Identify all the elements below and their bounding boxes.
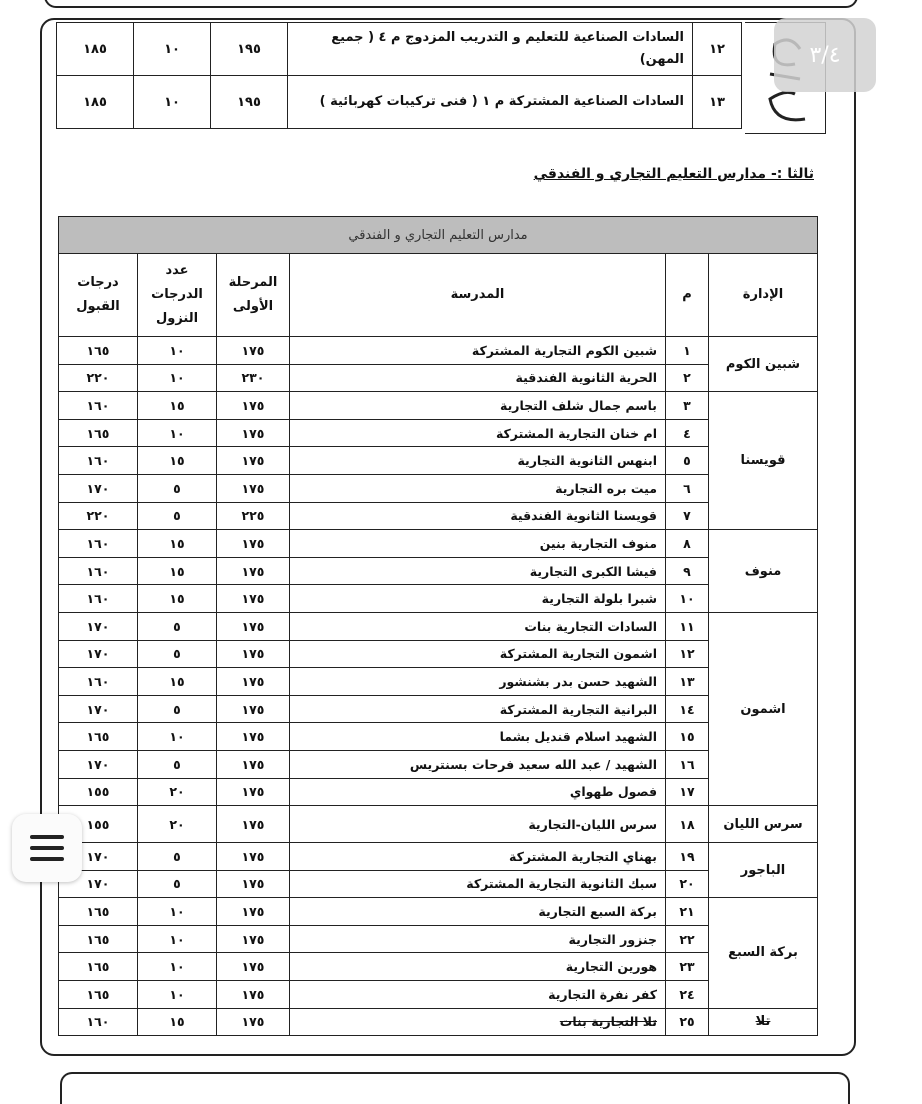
drop-degrees: ١٠ — [138, 337, 217, 365]
page-indicator: ٣/٤ — [774, 18, 876, 92]
drop-degrees: ٥ — [138, 870, 217, 898]
first-stage-score: ١٧٥ — [217, 585, 290, 613]
row-index: ١٤ — [666, 695, 709, 723]
school-name: شبرا بلولة التجارية — [290, 585, 666, 613]
row-index: ١١ — [666, 612, 709, 640]
menu-button[interactable] — [12, 814, 82, 882]
admission-score: ١٦٥ — [59, 723, 138, 751]
school-name: باسم جمال شلف التجارية — [290, 392, 666, 420]
first-stage-score: ١٧٥ — [217, 612, 290, 640]
first-stage-score: ١٧٥ — [217, 640, 290, 668]
school-name: كفر نفرة التجارية — [290, 981, 666, 1009]
table-row — [59, 585, 818, 613]
admission-score: ١٥٥ — [59, 806, 138, 843]
school-name: فيشا الكبرى التجارية — [290, 557, 666, 585]
admission-score: ١٦٠ — [59, 668, 138, 696]
admission-score: ١٧٠ — [59, 870, 138, 898]
table-row — [59, 557, 818, 585]
table-row — [59, 502, 818, 530]
school-name: ميت بره التجارية — [290, 474, 666, 502]
school-name: منوف التجارية بنين — [290, 530, 666, 558]
header-admission: درجات القبول — [59, 254, 138, 337]
admission-score: ١٨٥ — [57, 76, 134, 129]
first-stage-score: ١٧٥ — [217, 419, 290, 447]
row-index: ٢١ — [666, 898, 709, 926]
drop-degrees: ٥ — [138, 474, 217, 502]
row-index: ٩ — [666, 557, 709, 585]
drop-degrees: ١٥ — [138, 392, 217, 420]
admission-score: ١٥٥ — [59, 778, 138, 806]
table-row — [59, 925, 818, 953]
admission-score: ٢٢٠ — [59, 364, 138, 392]
school-name: جنزور التجارية — [290, 925, 666, 953]
table-row — [59, 806, 818, 843]
first-stage-score: ١٧٥ — [217, 392, 290, 420]
admin-cell: الباجور — [709, 843, 818, 898]
school-name: السادات الصناعية للتعليم و التدريب المزدوج م ٤ ( جميع المهن) — [288, 23, 693, 76]
drop-degrees: ١٠ — [134, 23, 211, 76]
first-stage-score: ١٧٥ — [217, 723, 290, 751]
table-row — [59, 981, 818, 1009]
school-name: شبين الكوم التجارية المشتركة — [290, 337, 666, 365]
admin-cell: قويسنا — [709, 392, 818, 530]
admin-cell: بركة السبع — [709, 898, 818, 1008]
header-admin: الإدارة — [709, 254, 818, 337]
admission-score: ١٧٠ — [59, 695, 138, 723]
row-index: ١٩ — [666, 843, 709, 871]
admission-score: ١٧٠ — [59, 640, 138, 668]
drop-degrees: ١٠ — [138, 898, 217, 926]
admission-score: ١٦٥ — [59, 981, 138, 1009]
drop-degrees: ١٠ — [134, 76, 211, 129]
first-stage-score: ١٧٥ — [217, 530, 290, 558]
commercial-schools-table — [58, 216, 818, 1036]
row-index: ٦ — [666, 474, 709, 502]
first-stage-score: ١٧٥ — [217, 337, 290, 365]
row-index: ١٥ — [666, 723, 709, 751]
drop-degrees: ١٥ — [138, 557, 217, 585]
admission-score: ١٦٥ — [59, 419, 138, 447]
row-index: ٢٢ — [666, 925, 709, 953]
drop-degrees: ١٠ — [138, 925, 217, 953]
next-page-edge — [60, 1072, 850, 1104]
admission-score: ١٦٠ — [59, 1008, 138, 1036]
school-name: بركة السبع التجارية — [290, 898, 666, 926]
first-stage-score: ١٩٥ — [211, 76, 288, 129]
row-index: ٨ — [666, 530, 709, 558]
row-index: ١ — [666, 337, 709, 365]
table-header-row — [59, 254, 818, 337]
drop-degrees: ٥ — [138, 695, 217, 723]
admin-cell: سرس الليان — [709, 806, 818, 843]
drop-degrees: ١٠ — [138, 364, 217, 392]
first-stage-score: ٢٣٠ — [217, 364, 290, 392]
first-stage-score: ١٧٥ — [217, 557, 290, 585]
row-index: ١٨ — [666, 806, 709, 843]
drop-degrees: ٥ — [138, 612, 217, 640]
admission-score: ١٦٠ — [59, 447, 138, 475]
admission-score: ١٧٠ — [59, 474, 138, 502]
admission-score: ١٦٥ — [59, 953, 138, 981]
table-row — [59, 723, 818, 751]
school-name: فصول طهواي — [290, 778, 666, 806]
row-index: ٢٠ — [666, 870, 709, 898]
table-row — [59, 337, 818, 365]
first-stage-score: ١٧٥ — [217, 953, 290, 981]
drop-degrees: ١٥ — [138, 668, 217, 696]
first-stage-score: ١٧٥ — [217, 750, 290, 778]
table-row — [57, 76, 742, 129]
row-index: ٤ — [666, 419, 709, 447]
drop-degrees: ٥ — [138, 843, 217, 871]
header-index: م — [666, 254, 709, 337]
school-name: بهناي التجارية المشتركة — [290, 843, 666, 871]
row-index: ١٣ — [666, 668, 709, 696]
admission-score: ١٦٠ — [59, 530, 138, 558]
admin-cell: اشمون — [709, 612, 818, 805]
admission-score: ١٨٥ — [57, 23, 134, 76]
drop-degrees: ١٥ — [138, 447, 217, 475]
first-stage-score: ١٧٥ — [217, 778, 290, 806]
drop-degrees: ٢٠ — [138, 806, 217, 843]
admin-cell: شبين الكوم — [709, 337, 818, 392]
row-index: ١٧ — [666, 778, 709, 806]
row-index: ٧ — [666, 502, 709, 530]
row-index: ٢٣ — [666, 953, 709, 981]
admission-score: ١٧٠ — [59, 843, 138, 871]
row-index: ١٢ — [693, 23, 742, 76]
header-school: المدرسة — [290, 254, 666, 337]
table-row — [59, 953, 818, 981]
table-row — [59, 530, 818, 558]
drop-degrees: ٥ — [138, 502, 217, 530]
admission-score: ١٦٠ — [59, 392, 138, 420]
row-index: ١٣ — [693, 76, 742, 129]
first-stage-score: ١٧٥ — [217, 843, 290, 871]
school-name: الشهيد حسن بدر بشنشور — [290, 668, 666, 696]
admission-score: ١٦٥ — [59, 925, 138, 953]
previous-page-edge — [44, 0, 858, 8]
admission-score: ١٦٥ — [59, 337, 138, 365]
table-row — [59, 640, 818, 668]
first-stage-score: ١٧٥ — [217, 474, 290, 502]
table-row — [59, 392, 818, 420]
table-row — [59, 668, 818, 696]
row-index: ١٦ — [666, 750, 709, 778]
table-row — [59, 695, 818, 723]
row-index: ٢ — [666, 364, 709, 392]
drop-degrees: ٢٠ — [138, 778, 217, 806]
table-title: مدارس التعليم التجاري و الفندقي — [59, 217, 818, 254]
table-row — [59, 419, 818, 447]
first-stage-score: ١٧٥ — [217, 870, 290, 898]
table-row — [59, 364, 818, 392]
table-row — [59, 898, 818, 926]
first-stage-score: ٢٢٥ — [217, 502, 290, 530]
table-row — [59, 778, 818, 806]
table-row — [59, 447, 818, 475]
school-name: الحرية الثانوية الفندقية — [290, 364, 666, 392]
drop-degrees: ١٥ — [138, 1008, 217, 1036]
drop-degrees: ١٥ — [138, 585, 217, 613]
table-row — [59, 750, 818, 778]
row-index: ١٢ — [666, 640, 709, 668]
drop-degrees: ١٠ — [138, 981, 217, 1009]
first-stage-score: ١٧٥ — [217, 668, 290, 696]
school-name: هورين التجارية — [290, 953, 666, 981]
admin-cell: منوف — [709, 530, 818, 613]
industrial-schools-table-continued — [56, 22, 742, 129]
admission-score: ٢٢٠ — [59, 502, 138, 530]
row-index: ٥ — [666, 447, 709, 475]
drop-degrees: ١٠ — [138, 419, 217, 447]
school-name: السادات الصناعية المشتركة م ١ ( فنى تركيبات كهربائية ) — [288, 76, 693, 129]
admin-cell: تلا — [709, 1008, 818, 1036]
school-name: سرس الليان-التجارية — [290, 806, 666, 843]
drop-degrees: ٥ — [138, 640, 217, 668]
school-name: ابنهس الثانوية التجارية — [290, 447, 666, 475]
menu-icon-bar — [30, 846, 64, 850]
admission-score: ١٧٠ — [59, 750, 138, 778]
school-name: البرانية التجارية المشتركة — [290, 695, 666, 723]
admission-score: ١٦٠ — [59, 557, 138, 585]
header-drop-degrees: عدد الدرجات النزول — [138, 254, 217, 337]
school-name: سبك الثانوية التجارية المشتركة — [290, 870, 666, 898]
school-name: الشهيد / عبد الله سعيد فرحات بسنتريس — [290, 750, 666, 778]
menu-icon-bar — [30, 835, 64, 839]
row-index: ٢٤ — [666, 981, 709, 1009]
first-stage-score: ١٧٥ — [217, 925, 290, 953]
school-name: تلا التجارية بنات — [290, 1008, 666, 1036]
row-index: ١٠ — [666, 585, 709, 613]
school-name: اشمون التجارية المشتركة — [290, 640, 666, 668]
admission-score: ١٦٠ — [59, 585, 138, 613]
first-stage-score: ١٧٥ — [217, 898, 290, 926]
school-name: قويسنا الثانوية الفندقية — [290, 502, 666, 530]
drop-degrees: ١٠ — [138, 953, 217, 981]
school-name: السادات التجارية بنات — [290, 612, 666, 640]
table-row — [59, 612, 818, 640]
first-stage-score: ١٧٥ — [217, 981, 290, 1009]
school-name: ام خنان التجارية المشتركة — [290, 419, 666, 447]
first-stage-score: ١٩٥ — [211, 23, 288, 76]
table-row — [59, 474, 818, 502]
header-first-stage: المرحلة الأولى — [217, 254, 290, 337]
first-stage-score: ١٧٥ — [217, 447, 290, 475]
table-row — [57, 23, 742, 76]
section-heading: ثالثا :- مدارس التعليم التجاري و الفندقي — [533, 166, 814, 182]
admission-score: ١٦٥ — [59, 898, 138, 926]
drop-degrees: ٥ — [138, 750, 217, 778]
first-stage-score: ١٧٥ — [217, 695, 290, 723]
table-row — [59, 870, 818, 898]
row-index: ٢٥ — [666, 1008, 709, 1036]
first-stage-score: ١٧٥ — [217, 806, 290, 843]
drop-degrees: ١٥ — [138, 530, 217, 558]
table-row — [59, 843, 818, 871]
menu-icon-bar — [30, 857, 64, 861]
table-row — [59, 1008, 818, 1036]
school-name: الشهيد اسلام قنديل بشما — [290, 723, 666, 751]
table-title-row — [59, 217, 818, 254]
row-index: ٣ — [666, 392, 709, 420]
first-stage-score: ١٧٥ — [217, 1008, 290, 1036]
admission-score: ١٧٠ — [59, 612, 138, 640]
drop-degrees: ١٠ — [138, 723, 217, 751]
